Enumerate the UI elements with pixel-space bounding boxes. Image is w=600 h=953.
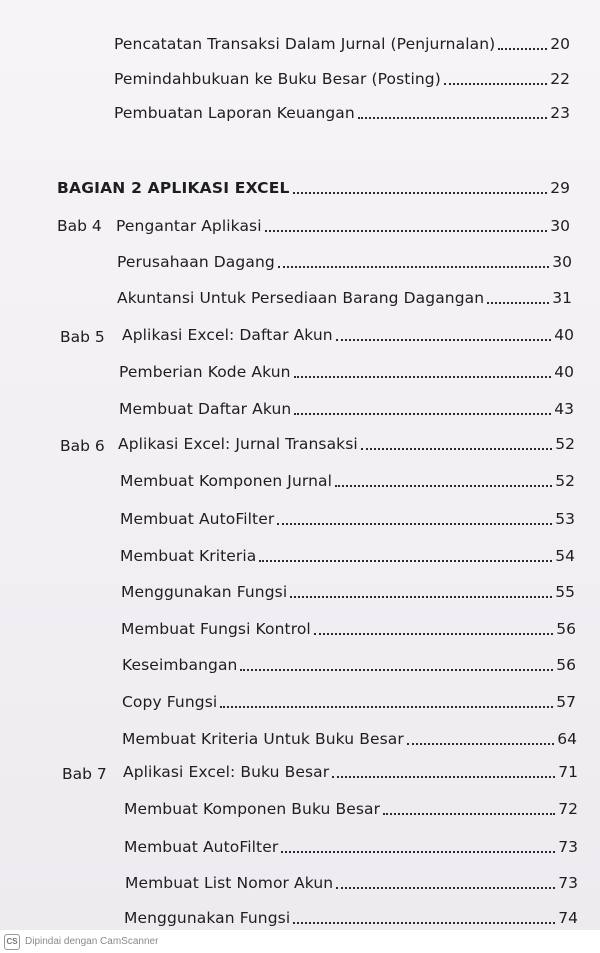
toc-title: Menggunakan Fungsi: [121, 583, 288, 601]
dot-leader: [336, 339, 552, 341]
toc-page-number: 55: [555, 583, 575, 601]
toc-entry: [116, 212, 570, 236]
dot-leader: [498, 48, 547, 50]
dot-leader: [265, 230, 548, 232]
toc-entry: [123, 758, 578, 782]
toc-page-number: 64: [557, 730, 577, 748]
toc-entry: [121, 615, 576, 639]
toc-entry: [119, 395, 574, 419]
dot-leader: [407, 743, 554, 745]
toc-entry: [114, 65, 570, 89]
toc-page-number: 29: [550, 179, 570, 197]
toc-title: Membuat AutoFilter: [124, 838, 279, 856]
toc-entry: [114, 30, 570, 54]
toc-entry: [119, 358, 574, 382]
toc-entry: [120, 542, 575, 566]
dot-leader: [487, 302, 549, 304]
toc-page-number: 73: [558, 838, 578, 856]
toc-entry: [117, 284, 572, 308]
toc-page-number: 56: [556, 620, 576, 638]
toc-title: Aplikasi Excel: Daftar Akun: [122, 326, 333, 344]
dot-leader: [278, 266, 549, 268]
chapter-label: Bab 5: [60, 328, 105, 346]
toc-entry: [118, 430, 575, 454]
toc-entry: [124, 904, 578, 928]
toc-entry: [120, 467, 575, 491]
dot-leader: [240, 669, 553, 671]
toc-entry: [122, 688, 576, 712]
toc-title: Membuat Kriteria: [120, 547, 257, 565]
toc-page-number: 53: [555, 510, 575, 528]
dot-leader: [220, 706, 553, 708]
toc-title: Pembuatan Laporan Keuangan: [114, 104, 355, 122]
toc-title: Pengantar Aplikasi: [116, 217, 262, 235]
toc-entry: [114, 99, 570, 123]
toc-title: Pemberian Kode Akun: [119, 363, 291, 381]
toc-title: Membuat Komponen Buku Besar: [124, 800, 381, 818]
dot-leader: [444, 83, 547, 85]
toc-part-heading: [57, 174, 570, 198]
toc-entry: [125, 869, 578, 893]
dot-leader: [361, 448, 552, 450]
camscanner-logo-icon: CS: [4, 934, 20, 950]
toc-page-number: 72: [558, 800, 578, 818]
dot-leader: [383, 813, 555, 815]
dot-leader: [281, 851, 555, 853]
toc-entry: [120, 505, 575, 529]
toc-title: Membuat List Nomor Akun: [125, 874, 334, 892]
toc-title: Aplikasi Excel: Jurnal Transaksi: [118, 435, 358, 453]
toc-page-number: 52: [555, 472, 575, 490]
toc-page-number: 73: [558, 874, 578, 892]
toc-page-number: 43: [554, 400, 574, 418]
toc-title: BAGIAN 2 APLIKASI EXCEL: [57, 179, 290, 197]
toc-title: Aplikasi Excel: Buku Besar: [123, 763, 330, 781]
toc-title: Membuat AutoFilter: [120, 510, 275, 528]
dot-leader: [259, 560, 552, 562]
dot-leader: [314, 633, 553, 635]
toc-title: Membuat Komponen Jurnal: [120, 472, 333, 490]
toc-entry: [122, 651, 576, 675]
toc-page-number: 40: [554, 363, 574, 381]
toc-page-number: 20: [550, 35, 570, 53]
chapter-label: Bab 4: [57, 217, 102, 235]
toc-page-number: 52: [555, 435, 575, 453]
scanner-footer: [0, 930, 600, 953]
dot-leader: [358, 117, 547, 119]
toc-entry: [117, 248, 572, 272]
dot-leader: [293, 922, 555, 924]
toc-page-number: 22: [550, 70, 570, 88]
dot-leader: [294, 376, 552, 378]
dot-leader: [293, 192, 548, 194]
toc-entry: [124, 795, 578, 819]
dot-leader: [332, 776, 555, 778]
dot-leader: [335, 485, 552, 487]
toc-page-number: 57: [556, 693, 576, 711]
toc-title: Membuat Kriteria Untuk Buku Besar: [122, 730, 404, 748]
toc-entry: [124, 833, 578, 857]
scanner-caption: Dipindai dengan CamScanner: [25, 936, 159, 947]
toc-title: Membuat Daftar Akun: [119, 400, 292, 418]
toc-title: Pencatatan Transaksi Dalam Jurnal (Penjurnalan): [114, 35, 496, 53]
toc-title: Keseimbangan: [122, 656, 238, 674]
dot-leader: [290, 596, 552, 598]
toc-entry: [122, 725, 577, 749]
toc-page-number: 74: [558, 909, 578, 927]
chapter-label: Bab 7: [62, 765, 107, 783]
toc-page-number: 31: [552, 289, 572, 307]
toc-entry: [121, 578, 575, 602]
toc-title: Menggunakan Fungsi: [124, 909, 291, 927]
toc-page-number: 30: [550, 217, 570, 235]
toc-entry: [122, 321, 574, 345]
toc-page-number: 23: [550, 104, 570, 122]
toc-title: Perusahaan Dagang: [117, 253, 275, 271]
dot-leader: [294, 413, 551, 415]
toc-page-number: 40: [554, 326, 574, 344]
dot-leader: [277, 523, 552, 525]
toc-page-number: 56: [556, 656, 576, 674]
toc-title: Membuat Fungsi Kontrol: [121, 620, 311, 638]
toc-page-number: 30: [552, 253, 572, 271]
chapter-label: Bab 6: [60, 437, 105, 455]
toc-page-number: 54: [555, 547, 575, 565]
toc-title: Pemindahbukuan ke Buku Besar (Posting): [114, 70, 441, 88]
dot-leader: [336, 887, 555, 889]
toc-title: Copy Fungsi: [122, 693, 218, 711]
toc-title: Akuntansi Untuk Persediaan Barang Dagangan: [117, 289, 485, 307]
toc-page-number: 71: [558, 763, 578, 781]
